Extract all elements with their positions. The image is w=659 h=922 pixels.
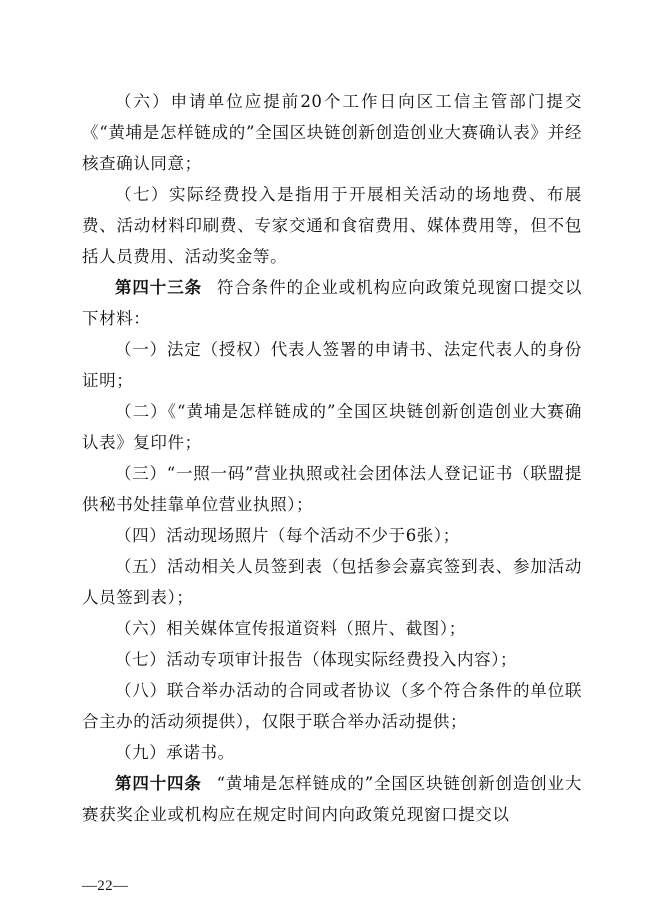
article-44-text: “黄埔是怎样链成的”全国区块链创新创造创业大赛获奖企业或机构应在规定时间内向政策兑现窗口提交以: [82, 774, 582, 824]
paragraph-5-text: （二）《“黄埔是怎样链成的”全国区块链创新创造创业大赛确认表》复印件；: [82, 402, 582, 452]
paragraph-1: [82, 86, 582, 179]
paragraph-5: [82, 396, 582, 458]
paragraph-6: [82, 458, 582, 520]
paragraph-12: [82, 737, 582, 768]
article-44: [82, 768, 582, 830]
paragraph-8-text: （五）活动相关人员签到表（包括参会嘉宾签到表、参加活动人员签到表）；: [82, 557, 582, 607]
paragraph-2-text: （七）实际经费投入是指用于开展相关活动的场地费、布展费、活动材料印刷费、专家交通和食宿费用、媒体费用等，但不包括人员费用、活动奖金等。: [82, 185, 582, 266]
paragraph-2: [82, 179, 582, 272]
article-43: [82, 272, 582, 334]
paragraph-4-text: （一）法定（授权）代表人签署的申请书、法定代表人的身份证明；: [82, 340, 582, 390]
paragraph-6-text: （三）“一照一码”营业执照或社会团体法人登记证书（联盟提供秘书处挂靠单位营业执照）；: [82, 464, 582, 514]
paragraph-4: [82, 334, 582, 396]
paragraph-11: [82, 675, 582, 737]
paragraph-9: [82, 613, 582, 644]
paragraph-8: [82, 551, 582, 613]
article-43-text: 符合条件的企业或机构应向政策兑现窗口提交以下材料：: [82, 278, 582, 328]
paragraph-10: [82, 644, 582, 675]
paragraph-9-text: （六）相关媒体宣传报道资料（照片、截图）；: [115, 619, 466, 638]
paragraph-7: [82, 520, 582, 551]
document-body: [82, 86, 582, 830]
article-43-heading: 第四十三条: [115, 278, 203, 297]
paragraph-10-text: （七）活动专项审计报告（体现实际经费投入内容）；: [115, 650, 518, 669]
article-44-heading: 第四十四条: [115, 774, 202, 793]
paragraph-11-text: （八）联合举办活动的合同或者协议（多个符合条件的单位联合主办的活动须提供），仅限于联合举办活动提供；: [82, 681, 582, 731]
page-number: —22—: [82, 878, 129, 894]
paragraph-7-text: （四）活动现场照片（每个活动不少于6张）；: [115, 526, 460, 545]
paragraph-12-text: （九）承诺书。: [115, 743, 235, 762]
paragraph-1-text: （六）申请单位应提前20个工作日向区工信主管部门提交《“黄埔是怎样链成的”全国区块链创新创造创业大赛确认表》并经核查确认同意；: [82, 92, 582, 173]
